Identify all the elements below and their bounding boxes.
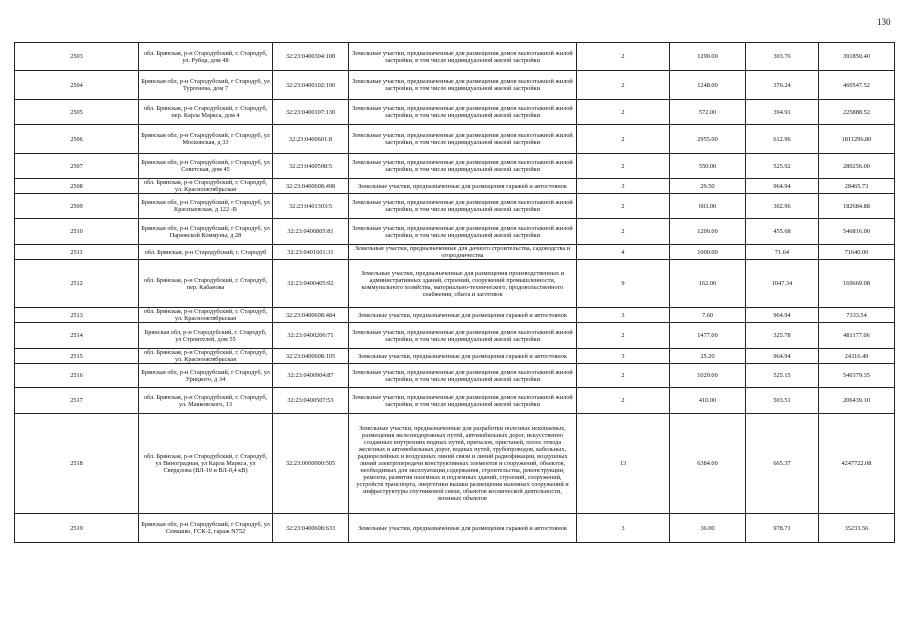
row-number-cell: 2513	[15, 308, 139, 323]
cadastral-number-cell: 32:23:0400304:108	[273, 43, 349, 71]
table-row	[15, 125, 895, 154]
group-cell: 3	[577, 349, 670, 364]
address-cell: Брянская обл, р-н Стародубский, г Стародуб, ул Парижской Коммуны, д 28	[139, 219, 273, 245]
area-cell: 1000.00	[670, 245, 746, 260]
group-cell: 2	[577, 100, 670, 125]
cadastral-number-cell: 32:23:0400805:81	[273, 219, 349, 245]
specific-value-cell: 71.64	[746, 245, 819, 260]
cadastral-value-cell: 481177.06	[819, 323, 895, 349]
cadastral-value-cell: 71640.00	[819, 245, 895, 260]
land-use-cell: Земельные участки, предназначенные для размещения производственных и административных зданий, строений, сооружений промышленности, коммунального хозяйства, материально-технического, продовольственного снабжения, сбыта и заготовок	[349, 260, 577, 308]
land-use-cell: Земельные участки, предназначенные для размещения домов малоэтажной жилой застройки, в том числе индивидуальной жилой застройки	[349, 154, 577, 179]
land-use-cell: Земельные участки, предназначенные для размещения домов малоэтажной жилой застройки, в том числе индивидуальной жилой застройки	[349, 323, 577, 349]
row-number-cell: 2504	[15, 71, 139, 100]
specific-value-cell: 303.76	[746, 43, 819, 71]
address-cell: обл. Брянская, р-н Стародубский, г. Стародуб, ул. Рубца, дом 48	[139, 43, 273, 71]
area-cell: 1290.00	[670, 43, 746, 71]
land-registry-table	[14, 42, 895, 543]
area-cell: 603.00	[670, 194, 746, 219]
land-use-cell: Земельные участки, предназначенные для размещения домов малоэтажной жилой застройки, в том числе индивидуальной жилой застройки	[349, 71, 577, 100]
specific-value-cell: 525.15	[746, 364, 819, 388]
specific-value-cell: 1047.34	[746, 260, 819, 308]
table-row	[15, 388, 895, 414]
group-cell: 2	[577, 43, 670, 71]
land-use-cell: Земельные участки, предназначенные для размещения гаражей и автостоянок	[349, 308, 577, 323]
cadastral-value-cell: 28465.73	[819, 179, 895, 194]
cadastral-value-cell: 7333.54	[819, 308, 895, 323]
cadastral-number-cell: 32:23:0400107:130	[273, 100, 349, 125]
area-cell: 7.60	[670, 308, 746, 323]
specific-value-cell: 503.51	[746, 388, 819, 414]
table-row	[15, 71, 895, 100]
address-cell: обл. Брянская, р-н Стародубский, г. Стародуб	[139, 245, 273, 260]
specific-value-cell: 325.78	[746, 323, 819, 349]
cadastral-value-cell: 1811296.80	[819, 125, 895, 154]
group-cell: 2	[577, 194, 670, 219]
cadastral-value-cell: 469547.52	[819, 71, 895, 100]
cadastral-number-cell: 32:23:0400608:105	[273, 349, 349, 364]
cadastral-number-cell: 32:23:0400608:498	[273, 179, 349, 194]
land-use-cell: Земельные участки, предназначенные для размещения домов малоэтажной жилой застройки, в том числе индивидуальной жилой застройки	[349, 43, 577, 71]
group-cell: 9	[577, 260, 670, 308]
cadastral-number-cell: 32:23:0400904:87	[273, 364, 349, 388]
row-number-cell: 2509	[15, 194, 139, 219]
table-row	[15, 179, 895, 194]
specific-value-cell: 394.91	[746, 100, 819, 125]
land-use-cell: Земельные участки, предназначенные для разработки полезных ископаемых, размещения железнодорожных путей, автомобильных дорог, искусственно созданных внутренних водных путей, причалов, пристаней, полос отвода железных и автомобильных дорог, водных путей, трубопроводов, кабельных, радиорелейных и воздушных линий связи и линий радиофикации, воздушных линий электропередачи конструктивных элементов и сооружений, объектов, необходимых для эксплуатации,содержания, строительства, реконструкции, ремонта, развития наземных и подземных зданий, строений, сооружений, устройств транспорта, энергетики вышки размещения наземных сооружений и инфраструктуры спутниковой связи, объектов космической деятельности, военных объектов	[349, 414, 577, 514]
row-number-cell: 2508	[15, 179, 139, 194]
cadastral-value-cell: 540379.35	[819, 364, 895, 388]
cadastral-value-cell: 182684.88	[819, 194, 895, 219]
specific-value-cell: 525.92	[746, 154, 819, 179]
row-number-cell: 2517	[15, 388, 139, 414]
cadastral-number-cell: 32:23:0400601:8	[273, 125, 349, 154]
table-row	[15, 43, 895, 71]
table-row	[15, 219, 895, 245]
cadastral-value-cell: 289256.00	[819, 154, 895, 179]
group-cell: 3	[577, 514, 670, 543]
address-cell: обл. Брянская, р-н Стародубский, г. Стародуб, ул. Краснооктябрьская	[139, 349, 273, 364]
row-number-cell: 2515	[15, 349, 139, 364]
land-use-cell: Земельные участки, предназначенные для дачного строительства, садоводства и огородничества	[349, 245, 577, 260]
row-number-cell: 2512	[15, 260, 139, 308]
land-use-cell: Земельные участки, предназначенные для размещения домов малоэтажной жилой застройки, в том числе индивидуальной жилой застройки	[349, 100, 577, 125]
cadastral-value-cell: 4247722.08	[819, 414, 895, 514]
address-cell: обл. Брянская, р-н Стародубский, г. Стародуб, ул. Краснооктябрьская	[139, 179, 273, 194]
cadastral-value-cell: 225888.52	[819, 100, 895, 125]
address-cell: обл. Брянская, р-н Стародубский, г. Стародуб, ул Виноградная, ул Карла Маркса, ул Свердлова (ВЛ-10 и ВЛ-0,4 кВ)	[139, 414, 273, 514]
row-number-cell: 2516	[15, 364, 139, 388]
cadastral-number-cell: 32:23:0400206:71	[273, 323, 349, 349]
area-cell: 410.00	[670, 388, 746, 414]
group-cell: 3	[577, 179, 670, 194]
group-cell: 13	[577, 414, 670, 514]
table-row	[15, 414, 895, 514]
address-cell: Брянская обл, р-н Стародубский, г. Стародуб, ул Строителей, дом 55	[139, 323, 273, 349]
table-row	[15, 308, 895, 323]
specific-value-cell: 612.96	[746, 125, 819, 154]
cadastral-number-cell: 32:23:0400608:633	[273, 514, 349, 543]
address-cell: Брянская обл, р-н Стародубский, г Стародуб, ул Тургенева, дом 7	[139, 71, 273, 100]
area-cell: 162.00	[670, 260, 746, 308]
cadastral-value-cell: 206439.10	[819, 388, 895, 414]
table-row	[15, 323, 895, 349]
address-cell: Брянская обл, р-н Стародубский, г Стародуб, ул Красныевская, д 122 -В	[139, 194, 273, 219]
area-cell: 550.00	[670, 154, 746, 179]
cadastral-value-cell: 35233.56	[819, 514, 895, 543]
specific-value-cell: 455.68	[746, 219, 819, 245]
page-number: 130	[877, 17, 891, 27]
address-cell: обл. Брянская, р-н Стародубский, г. Стародуб, ул. Краснооктябрьская	[139, 308, 273, 323]
row-number-cell: 2503	[15, 43, 139, 71]
cadastral-number-cell: 32:23:0400102:100	[273, 71, 349, 100]
address-cell: Брянская обл, р-н Стародубский, г Стародуб, ул Семашко, ГСК-2, гараж N752	[139, 514, 273, 543]
table-row	[15, 514, 895, 543]
group-cell: 2	[577, 125, 670, 154]
address-cell: Брянская обл, р-н Стародубский, г Стародуб, ул Урицкого, д 34	[139, 364, 273, 388]
row-number-cell: 2511	[15, 245, 139, 260]
address-cell: обл. Брянская, р-н Стародубский, г. Стародуб, ул. Маяковского, 13	[139, 388, 273, 414]
area-cell: 6384.00	[670, 414, 746, 514]
group-cell: 2	[577, 364, 670, 388]
area-cell: 572.00	[670, 100, 746, 125]
address-cell: обл. Брянская, р-н Стародубский, г. Стародуб, пер. Карла Маркса, дом 4	[139, 100, 273, 125]
table-row	[15, 260, 895, 308]
specific-value-cell: 978.71	[746, 514, 819, 543]
table-body	[15, 43, 895, 543]
specific-value-cell: 665.37	[746, 414, 819, 514]
area-cell: 1029.00	[670, 364, 746, 388]
row-number-cell: 2519	[15, 514, 139, 543]
specific-value-cell: 964.94	[746, 179, 819, 194]
cadastral-value-cell: 24316.49	[819, 349, 895, 364]
land-use-cell: Земельные участки, предназначенные для размещения домов малоэтажной жилой застройки, в том числе индивидуальной жилой застройки	[349, 219, 577, 245]
address-cell: Брянская обл, р-н Стародубский, г Стародуб, ул Советская, дом 45	[139, 154, 273, 179]
area-cell: 1248.00	[670, 71, 746, 100]
address-cell: Брянская обл, р-н Стародубский, г Стародуб, ул Московская, д 33	[139, 125, 273, 154]
table-row	[15, 194, 895, 219]
land-use-cell: Земельные участки, предназначенные для размещения гаражей и автостоянок	[349, 349, 577, 364]
table-row	[15, 364, 895, 388]
land-use-cell: Земельные участки, предназначенные для размещения гаражей и автостоянок	[349, 514, 577, 543]
address-cell: обл. Брянская, р-н Стародубский, г. Стародуб, пер. Кабанова	[139, 260, 273, 308]
cadastral-value-cell: 391850.40	[819, 43, 895, 71]
specific-value-cell: 302.96	[746, 194, 819, 219]
group-cell: 2	[577, 71, 670, 100]
specific-value-cell: 376.24	[746, 71, 819, 100]
specific-value-cell: 964.94	[746, 349, 819, 364]
group-cell: 4	[577, 245, 670, 260]
group-cell: 2	[577, 388, 670, 414]
area-cell: 36.00	[670, 514, 746, 543]
row-number-cell: 2514	[15, 323, 139, 349]
row-number-cell: 2510	[15, 219, 139, 245]
land-use-cell: Земельные участки, предназначенные для размещения домов малоэтажной жилой застройки, в том числе индивидуальной жилой застройки	[349, 388, 577, 414]
area-cell: 29.50	[670, 179, 746, 194]
table-row	[15, 245, 895, 260]
group-cell: 2	[577, 219, 670, 245]
land-use-cell: Земельные участки, предназначенные для размещения домов малоэтажной жилой застройки, в том числе индивидуальной жилой застройки	[349, 364, 577, 388]
row-number-cell: 2518	[15, 414, 139, 514]
group-cell: 3	[577, 308, 670, 323]
land-use-cell: Земельные участки, предназначенные для размещения гаражей и автостоянок	[349, 179, 577, 194]
cadastral-value-cell: 169669.08	[819, 260, 895, 308]
cadastral-number-cell: 32:23:0400608:484	[273, 308, 349, 323]
table-row	[15, 154, 895, 179]
cadastral-number-cell: 32:23:0000000:505	[273, 414, 349, 514]
cadastral-number-cell: 32:23:0400508:5	[273, 154, 349, 179]
group-cell: 2	[577, 154, 670, 179]
row-number-cell: 2506	[15, 125, 139, 154]
cadastral-number-cell: 32:23:0401601:31	[273, 245, 349, 260]
cadastral-value-cell: 546816.00	[819, 219, 895, 245]
group-cell: 2	[577, 323, 670, 349]
row-number-cell: 2505	[15, 100, 139, 125]
row-number-cell: 2507	[15, 154, 139, 179]
cadastral-number-cell: 32:23:0400405:92	[273, 260, 349, 308]
area-cell: 2955.00	[670, 125, 746, 154]
land-use-cell: Земельные участки, предназначенные для размещения домов малоэтажной жилой застройки, в том числе индивидуальной жилой застройки	[349, 194, 577, 219]
table-row	[15, 349, 895, 364]
land-use-cell: Земельные участки, предназначенные для размещения домов малоэтажной жилой застройки, в том числе индивидуальной жилой застройки	[349, 125, 577, 154]
area-cell: 25.20	[670, 349, 746, 364]
cadastral-number-cell: 32:23:0400507:53	[273, 388, 349, 414]
specific-value-cell: 964.94	[746, 308, 819, 323]
table-row	[15, 100, 895, 125]
area-cell: 1477.00	[670, 323, 746, 349]
area-cell: 1200.00	[670, 219, 746, 245]
cadastral-number-cell: 32:23:0401303:5	[273, 194, 349, 219]
